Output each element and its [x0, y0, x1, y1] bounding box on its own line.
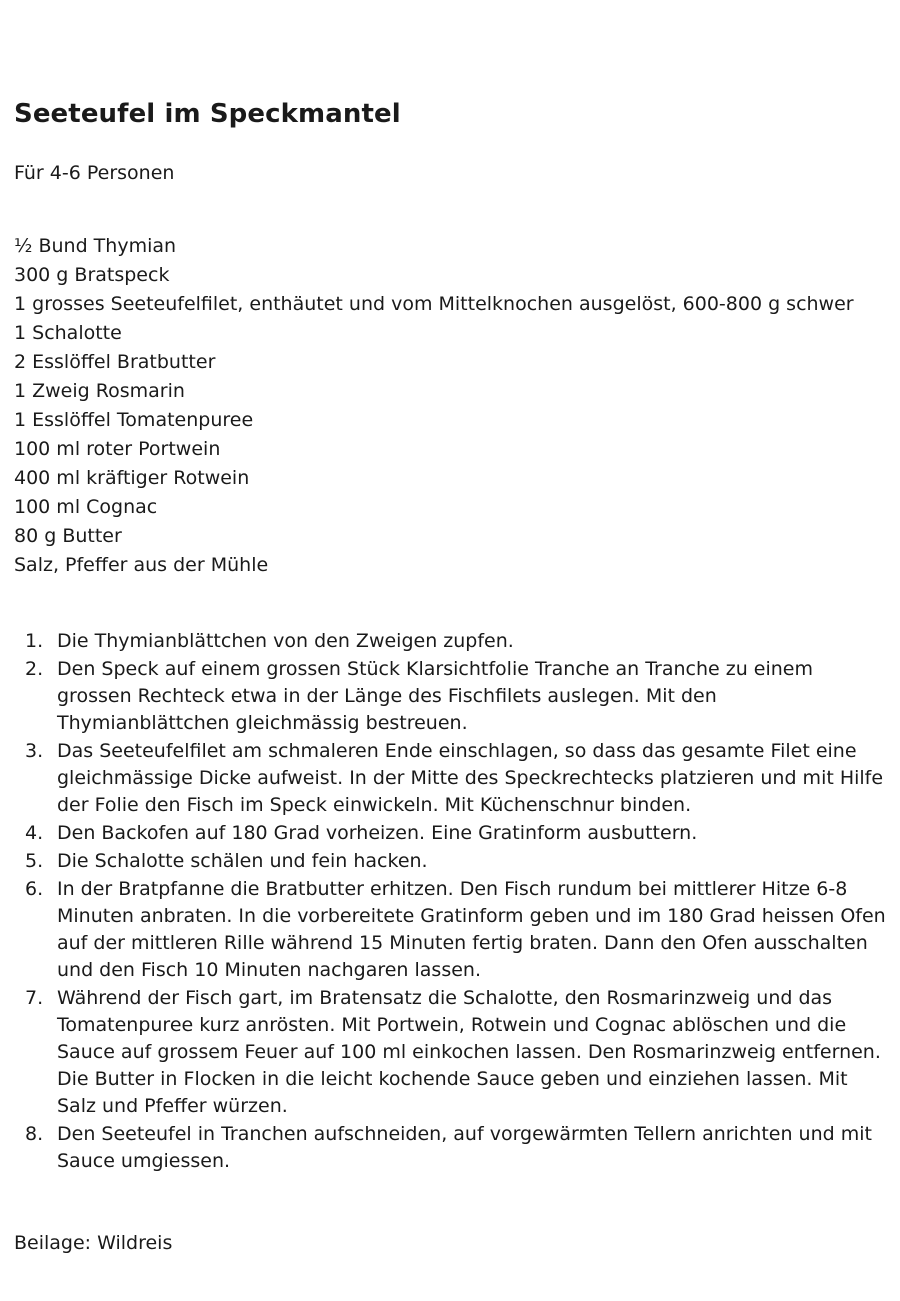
- ingredient-item: 80 g Butter: [14, 524, 122, 547]
- page-title: Seeteufel im Speckmantel: [14, 99, 401, 129]
- ingredient-item: 1 Esslöffel Tomatenpuree: [14, 408, 254, 431]
- ingredient-item: Salz, Pfeffer aus der Mühle: [14, 553, 269, 576]
- preparation-step: Den Backofen auf 180 Grad vorheizen. Eine Gratinform ausbuttern.: [57, 821, 698, 844]
- ingredient-item: 1 Zweig Rosmarin: [14, 379, 185, 402]
- preparation-step: Den Seeteufel in Tranchen aufschneiden, auf vorgewärmten Tellern anrichten und mit Sauce umgiessen.: [57, 1122, 872, 1172]
- preparation-step: Die Schalotte schälen und fein hacken.: [57, 849, 428, 872]
- preparation-step: Das Seeteufelfilet am schmaleren Ende einschlagen, so dass das gesamte Filet eine gleichmässige Dicke aufweist. In der Mitte des Speckrechtecks platzieren und mit Hilfe der Folie den Fisch im Speck einwickeln. Mit Küchenschnur binden.: [57, 739, 884, 816]
- ingredient-item: 1 Schalotte: [14, 321, 122, 344]
- preparation-step: Die Thymianblättchen von den Zweigen zupfen.: [57, 629, 514, 652]
- side-dish-note: Beilage: Wildreis: [14, 1231, 173, 1254]
- ingredient-item: 400 ml kräftiger Rotwein: [14, 466, 250, 489]
- ingredient-item: 100 ml roter Portwein: [14, 437, 221, 460]
- ingredient-item: 100 ml Cognac: [14, 495, 158, 518]
- ingredient-item: 2 Esslöffel Bratbutter: [14, 350, 216, 373]
- ingredient-item: 1 grosses Seeteufelfilet, enthäutet und vom Mittelknochen ausgelöst, 600-800 g schwer: [14, 292, 854, 315]
- preparation-steps-list: [14, 580, 886, 1175]
- preparation-step: Während der Fisch gart, im Bratensatz die Schalotte, den Rosmarinzweig und das Tomatenpuree kurz anrösten. Mit Portwein, Rotwein und Cognac ablöschen und die Sauce auf grossem Feuer auf 100 ml einkochen lassen. Den Rosmarinzweig entfernen. Die Butter in Flocken in die leicht kochende Sauce geben und einziehen lassen. Mit Salz und Pfeffer würzen.: [57, 986, 881, 1117]
- preparation-step: In der Bratpfanne die Bratbutter erhitzen. Den Fisch rundum bei mittlerer Hitze 6-8 Minuten anbraten. In die vorbereitete Gratinform geben und im 180 Grad heissen Ofen auf der mittleren Rille während 15 Minuten fertig braten. Dann den Ofen ausschalten und den Fisch 10 Minuten nachgaren lassen.: [57, 877, 886, 981]
- ingredient-item: ½ Bund Thymian: [14, 234, 177, 257]
- preparation-step: Den Speck auf einem grossen Stück Klarsichtfolie Tranche an Tranche zu einem grossen Rechteck etwa in der Länge des Fischfilets auslegen. Mit den Thymianblättchen gleichmässig bestreuen.: [57, 657, 814, 734]
- ingredient-item: 300 g Bratspeck: [14, 263, 170, 286]
- ingredients-list: [14, 185, 886, 580]
- servings-line: Für 4-6 Personen: [14, 161, 175, 184]
